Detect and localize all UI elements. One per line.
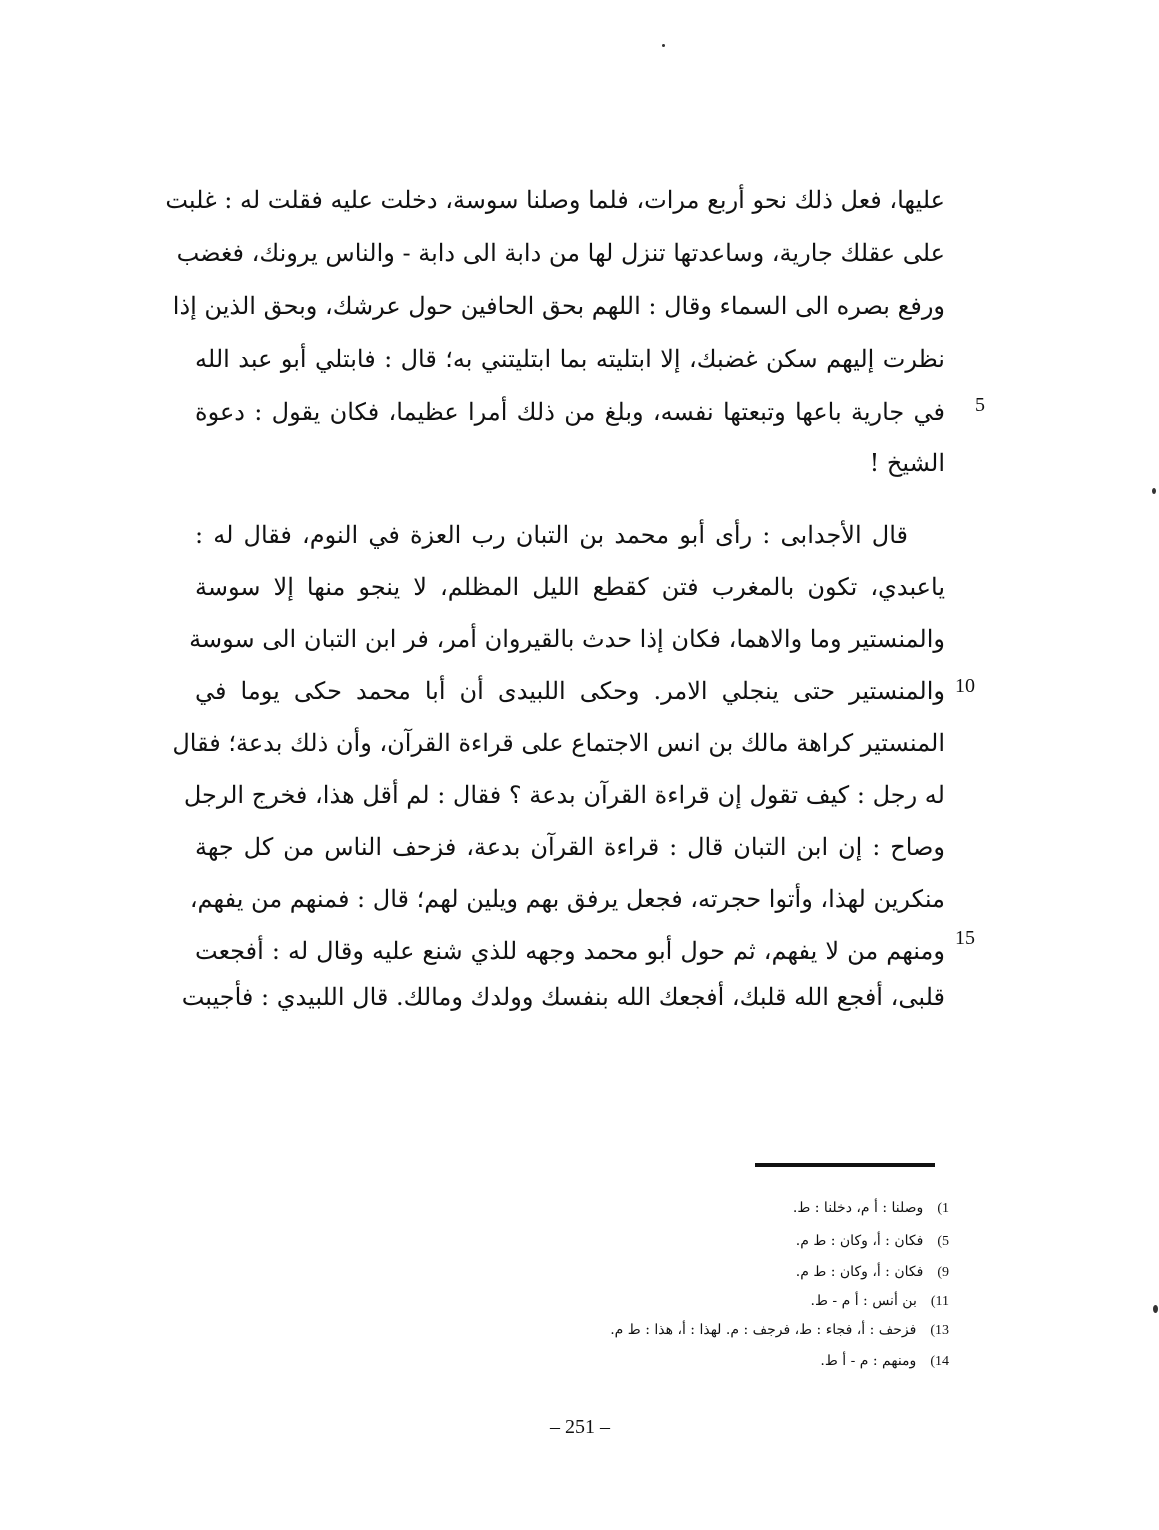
footnote-text: بن أنس : أ م - ط. <box>810 1293 917 1309</box>
text-line: على عقلك جارية، وساعدتها تنزل لها من دابة الى دابة - والناس يرونك، فغضب <box>176 239 945 267</box>
line-number: 15 <box>955 927 975 949</box>
text-line: وصاح : إن ابن التبان قال : قراءة القرآن بدعة، فزحف الناس من كل جهة <box>195 833 945 861</box>
footnote-number: 14) <box>930 1354 949 1369</box>
line-number: 10 <box>955 675 975 697</box>
scan-speck <box>662 44 665 47</box>
footnote-text: ومنهم : م - أ ط. <box>820 1353 917 1369</box>
text-line: له رجل : كيف تقول إن قراءة القرآن بدعة ؟ فقال : لم أقل هذا، فخرج الرجل <box>183 781 945 809</box>
text-line: نظرت إليهم سكن غضبك، إلا ابتليته بما ابتليتني به؛ قال : فابتلي أبو عبد الله <box>195 345 945 373</box>
footnote-number: 11) <box>930 1294 949 1309</box>
text-line: ورفع بصره الى السماء وقال : اللهم بحق الحافين حول عرشك، وبحق الذين إذا <box>172 292 945 320</box>
footnote-number: 1) <box>937 1201 949 1216</box>
text-line: في جارية باعها وتبعتها نفسه، وبلغ من ذلك أمرا عظيما، فكان يقول : دعوة <box>195 398 945 426</box>
text-line: قال الأجدابى : رأى أبو محمد بن التبان رب العزة في النوم، فقال له : <box>195 521 908 549</box>
footnote <box>610 1318 949 1342</box>
footnote-text: وصلنا : أ م، دخلنا : ط. <box>792 1200 924 1216</box>
text-line: والمنستير وما والاهما، فكان إذا حدث بالقيروان أمر، فر ابن التبان الى سوسة <box>189 625 945 653</box>
text-line: قلبى، أفجع الله قلبك، أفجعك الله بنفسك وولدك ومالك. قال اللبيدي : فأجيبت <box>181 983 945 1011</box>
footnote <box>820 1349 949 1373</box>
footnote <box>811 1289 949 1313</box>
footnote-number: 5) <box>937 1234 949 1249</box>
footnote-text: فزحف : أ، فجاء : ط، فرجف : م. لهذا : أ، هذا : ط م. <box>610 1322 917 1338</box>
footnote-number: 9) <box>937 1265 949 1280</box>
line-number: 5 <box>975 394 985 416</box>
scan-speck <box>1152 488 1156 494</box>
page-number: – 251 – <box>550 1416 610 1438</box>
text-line: والمنستير حتى ينجلي الامر. وحكى اللبيدى أن أبا محمد حكى يوما في <box>195 677 945 705</box>
footnote-separator <box>755 1163 935 1167</box>
scan-speck <box>1153 1305 1158 1313</box>
footnote-text: فكان : أ، وكان : ط م. <box>795 1264 924 1280</box>
footnote <box>793 1196 949 1220</box>
text-line: ياعبدي، تكون بالمغرب فتن كقطع الليل المظلم، لا ينجو منها إلا سوسة <box>195 573 945 601</box>
paragraph-2 <box>172 515 945 1011</box>
text-line: عليها، فعل ذلك نحو أربع مرات، فلما وصلنا سوسة، دخلت عليه فقلت له : غلبت <box>165 186 945 214</box>
text-line: المنستير كراهة مالك بن انس الاجتماع على قراءة القرآن، وأن ذلك بدعة؛ فقال <box>172 729 945 757</box>
footnote-number: 13) <box>930 1323 949 1338</box>
text-line: الشيخ ! <box>869 449 945 477</box>
text-line: ومنهم من لا يفهم، ثم حول أبو محمد وجهه للذي شنع عليه وقال له : أفجعت <box>195 937 945 965</box>
footnote <box>796 1229 949 1253</box>
footnote-text: فكان : أ، وكان : ط م. <box>795 1233 924 1249</box>
text-line: منكرين لهذا، وأتوا حجرته، فجعل يرفق بهم ويلين لهم؛ قال : فمنهم من يفهم، <box>189 885 945 913</box>
footnote <box>796 1260 949 1284</box>
paragraph-1 <box>165 180 945 480</box>
